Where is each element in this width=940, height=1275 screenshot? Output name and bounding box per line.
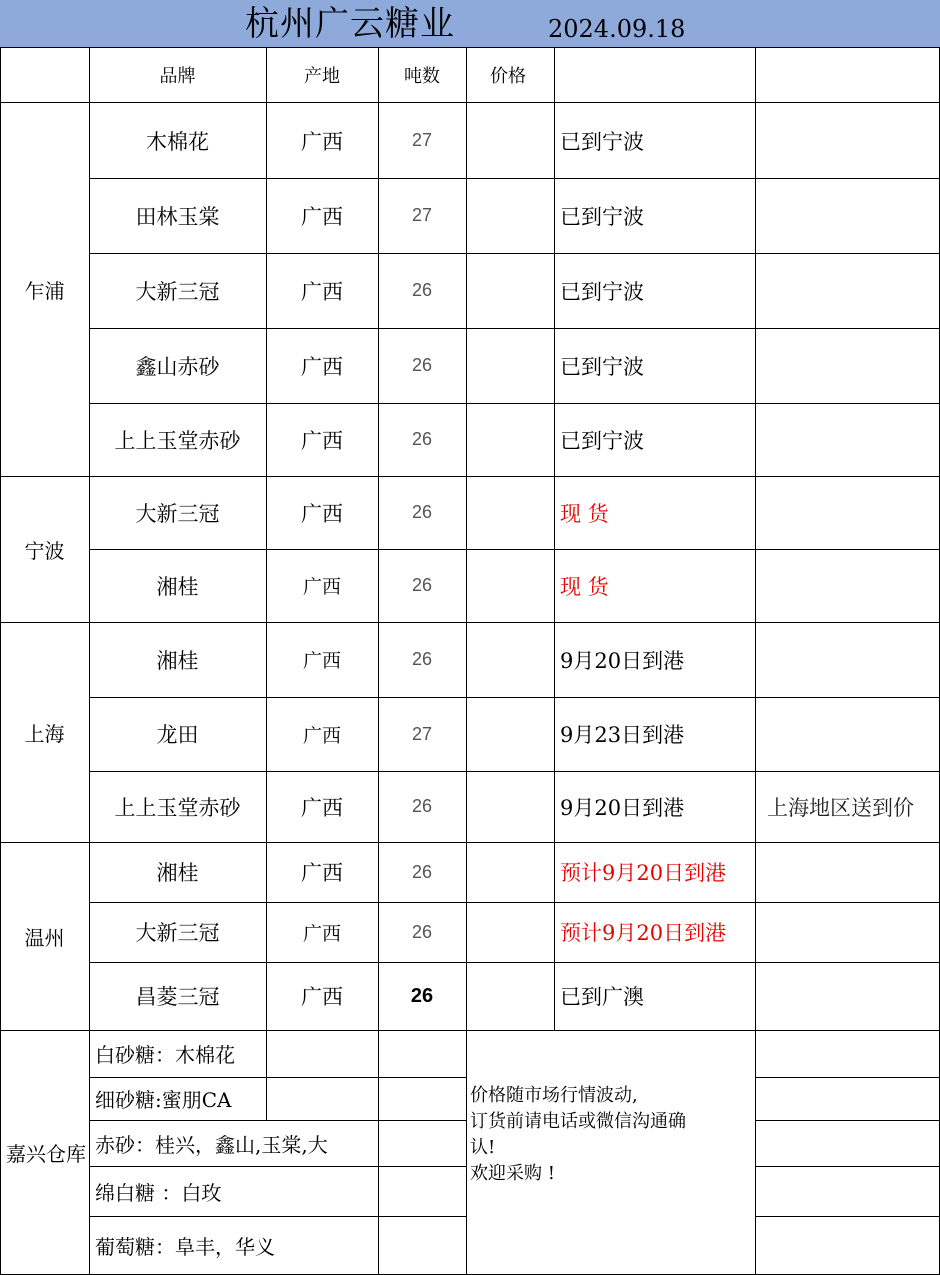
- brand-cell: 湘桂: [156, 574, 199, 599]
- brand-cell: 大新三冠: [135, 501, 220, 526]
- status-cell: 现 货: [560, 574, 609, 599]
- origin-cell: 广西: [301, 501, 343, 526]
- note-cell: [761, 697, 940, 771]
- location-wenzhou: 温州: [24, 925, 65, 950]
- note-cell: [761, 103, 940, 178]
- grid-line: [89, 328, 940, 329]
- tons-cell: 27: [411, 205, 433, 225]
- tons-cell: 26: [411, 649, 433, 669]
- grid-line: [89, 1166, 466, 1167]
- tons-cell: 26: [411, 355, 433, 375]
- tons-cell: 27: [411, 723, 433, 744]
- price-cell: [466, 697, 554, 771]
- grid-line: [554, 47, 555, 1030]
- note-cell: [761, 902, 940, 962]
- grid-line: [89, 962, 940, 963]
- note-cell: 上海地区送到价: [767, 795, 914, 820]
- note-cell: [761, 403, 940, 476]
- status-cell: 9月23日到港: [560, 723, 685, 747]
- grid-line: [89, 178, 940, 179]
- location-ningbo: 宁波: [24, 538, 65, 563]
- col-header-brand: 品牌: [159, 66, 196, 87]
- status-cell: 已到广澳: [560, 985, 644, 1009]
- jiaxing-item: 赤砂：桂兴，鑫山,玉棠,大: [95, 1132, 328, 1157]
- col-header-origin: 产地: [304, 66, 340, 87]
- origin-cell: 广西: [301, 795, 343, 820]
- price-cell: [466, 403, 554, 476]
- note-cell: [761, 178, 940, 253]
- note-cell: [761, 622, 940, 697]
- note-cell: [761, 842, 940, 902]
- tons-cell: 26: [411, 429, 433, 449]
- origin-cell: 广西: [301, 354, 343, 379]
- note-cell: [761, 253, 940, 328]
- grid-line: [89, 1077, 466, 1078]
- status-cell: 9月20日到港: [560, 648, 685, 673]
- brand-cell: 上上玉堂赤砂: [114, 428, 241, 453]
- grid-line: [266, 47, 267, 1030]
- tons-cell: 26: [411, 921, 433, 942]
- grid-line: [0, 842, 940, 843]
- jiaxing-item: 绵白糖 ：白玫: [95, 1180, 222, 1205]
- grid-line: [89, 902, 940, 903]
- brand-cell: 上上玉堂赤砂: [114, 795, 241, 820]
- grid-line: [0, 47, 940, 48]
- price-cell: [466, 476, 554, 549]
- brand-cell: 田林玉棠: [135, 204, 220, 229]
- grid-line: [89, 549, 940, 550]
- origin-cell: 广西: [301, 861, 343, 885]
- notice-line: 订货前请电话或微信沟通确: [470, 1111, 686, 1132]
- location-jiaxing: 嘉兴仓库: [6, 1142, 86, 1166]
- location-zhapu: 乍浦: [24, 279, 65, 303]
- title-bar: [0, 0, 940, 47]
- status-cell: 预计9月20日到港: [560, 921, 727, 945]
- price-cell: [466, 771, 554, 842]
- origin-cell: 广西: [302, 650, 341, 672]
- jiaxing-item: 葡萄糖：阜丰，华义: [95, 1235, 275, 1259]
- origin-cell: 广西: [301, 279, 343, 304]
- company-title: 杭州广云糖业: [245, 4, 455, 44]
- tons-cell: 26: [410, 984, 434, 1007]
- price-notice: [470, 1083, 740, 1187]
- brand-cell: 鑫山赤砂: [135, 354, 220, 379]
- notice-line: 欢迎采购 !: [470, 1163, 555, 1184]
- location-shanghai: 上海: [24, 721, 65, 746]
- status-cell: 已到宁波: [560, 279, 644, 304]
- tons-cell: 27: [411, 130, 433, 150]
- jiaxing-item: 白砂糖：木棉花: [95, 1043, 235, 1067]
- price-cell: [466, 103, 554, 178]
- grid-line: [755, 1216, 940, 1217]
- grid-line: [755, 1166, 940, 1167]
- origin-cell: 广西: [302, 576, 341, 598]
- grid-line: [755, 47, 756, 1275]
- grid-line: [0, 47, 1, 1275]
- grid-line: [89, 47, 90, 1275]
- price-cell: [466, 962, 554, 1030]
- brand-cell: 昌菱三冠: [135, 985, 220, 1009]
- col-header-tons: 吨数: [404, 66, 440, 87]
- brand-cell: 大新三冠: [135, 921, 220, 945]
- price-cell: [466, 178, 554, 253]
- grid-line: [89, 403, 940, 404]
- note-cell: [761, 549, 940, 622]
- brand-cell: 龙田: [156, 723, 199, 747]
- status-cell: 已到宁波: [560, 354, 644, 379]
- grid-line: [266, 1030, 267, 1120]
- grid-line: [378, 1030, 379, 1275]
- notice-line: 认!: [470, 1137, 496, 1158]
- report-date: 2024.09.18: [548, 15, 686, 43]
- status-cell: 已到宁波: [560, 129, 644, 154]
- col-header-price: 价格: [490, 66, 526, 87]
- grid-line: [755, 1077, 940, 1078]
- grid-line: [89, 771, 940, 772]
- origin-cell: 广西: [301, 985, 343, 1009]
- status-cell: 9月20日到港: [560, 795, 685, 820]
- grid-line: [0, 476, 940, 477]
- grid-line: [755, 1120, 940, 1121]
- grid-line: [378, 47, 379, 1030]
- tons-cell: 26: [411, 502, 433, 522]
- price-cell: [466, 902, 554, 962]
- tons-cell: 26: [411, 280, 433, 300]
- tons-cell: 26: [411, 796, 433, 816]
- origin-cell: 广西: [302, 724, 341, 747]
- price-cell: [466, 328, 554, 403]
- brand-cell: 木棉花: [146, 129, 209, 154]
- status-cell: 已到宁波: [560, 204, 644, 229]
- price-cell: [466, 549, 554, 622]
- tons-cell: 26: [411, 575, 433, 595]
- jiaxing-item: 细砂糖:蜜朋CA: [95, 1088, 232, 1112]
- origin-cell: 广西: [301, 204, 343, 229]
- grid-line: [466, 47, 467, 1275]
- status-cell: 已到宁波: [560, 428, 644, 453]
- notice-line: 价格随市场行情波动,: [470, 1085, 638, 1106]
- origin-cell: 广西: [301, 129, 343, 154]
- price-cell: [466, 622, 554, 697]
- price-cell: [466, 842, 554, 902]
- grid-line: [89, 1120, 466, 1121]
- note-cell: [761, 962, 940, 1030]
- price-cell: [466, 253, 554, 328]
- grid-line: [89, 1216, 466, 1217]
- brand-cell: 大新三冠: [135, 279, 220, 304]
- brand-cell: 湘桂: [156, 861, 199, 885]
- brand-cell: 湘桂: [156, 648, 199, 673]
- note-cell: [761, 328, 940, 403]
- note-cell: [761, 476, 940, 549]
- grid-line: [89, 697, 940, 698]
- origin-cell: 广西: [301, 428, 343, 453]
- origin-cell: 广西: [302, 922, 341, 945]
- grid-line: [89, 253, 940, 254]
- grid-line: [0, 1030, 940, 1031]
- status-cell: 现 货: [560, 501, 609, 526]
- grid-line: [0, 102, 940, 103]
- status-cell: 预计9月20日到港: [560, 861, 727, 885]
- grid-line: [0, 622, 940, 623]
- tons-cell: 26: [411, 861, 433, 882]
